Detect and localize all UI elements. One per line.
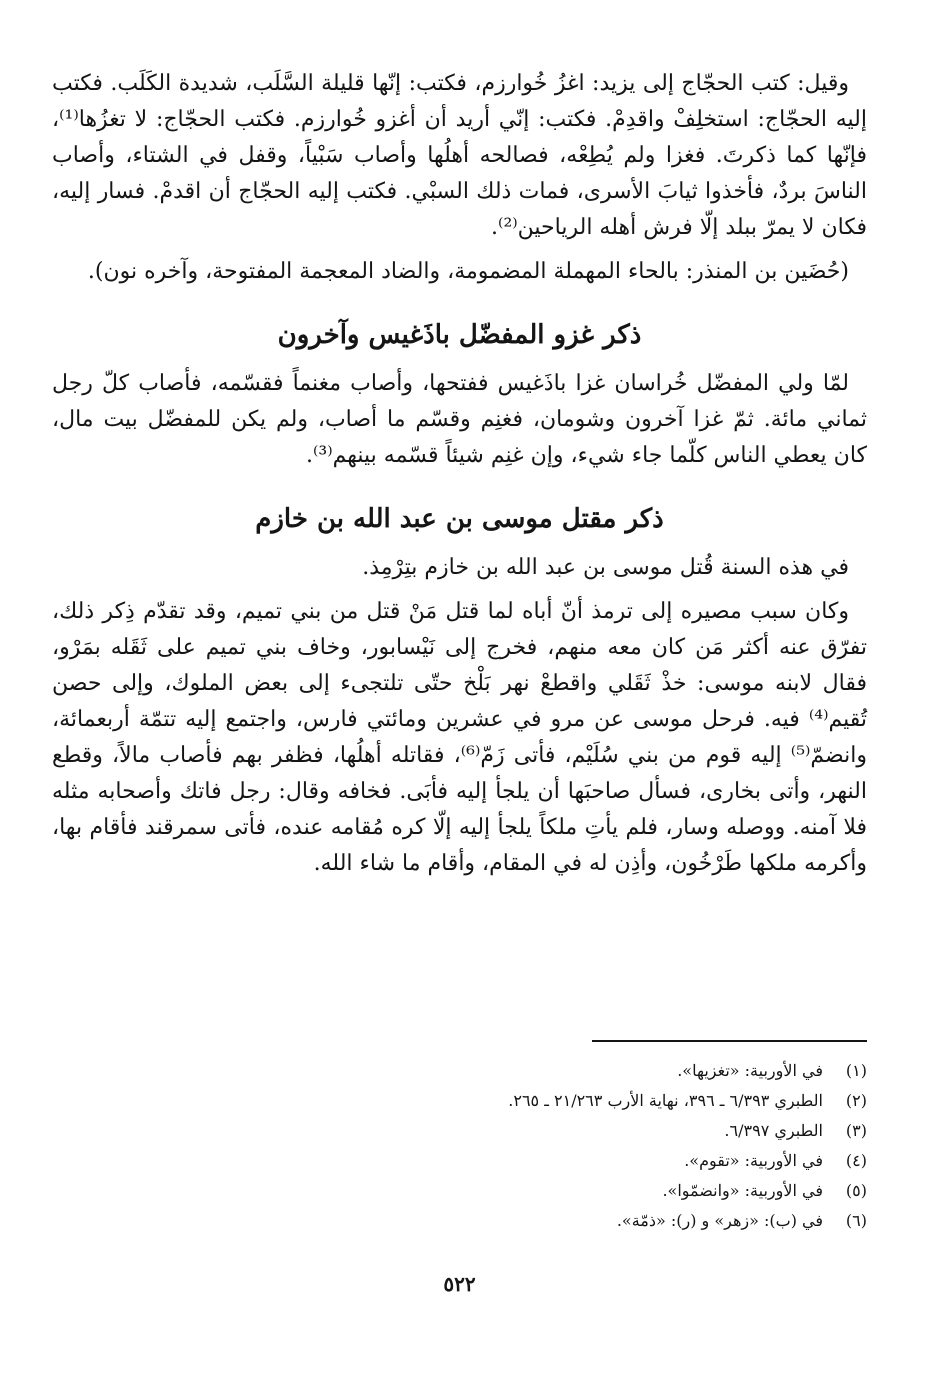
body-paragraph-musa-story: وكان سبب مصيره إلى ترمذ أنّ أباه لما قتل مَنْ قتل من بني تميم، وقد تقدّم ذِكر ذلك، تفرّق عنه أكثر مَن كان معه منهم، فخرج إلى نَيْسابور، وخاف بني تميم على ثَقَله بمَرْو، فقال لابنه موسى: خذْ ثَقَلي واقطعْ نهر بَلْخ حتّى تلتجىء إلى بعض الملوك، وإلى حصن تُقيم⁽⁴⁾ فيه. فرحل موسى عن مرو في عشرين ومائتي فارس، واجتمع إليه تتمّة أربعمائة، وانضمّ⁽⁵⁾ إليه قوم من بني سُلَيْم، فأتى زَمّ⁽⁶⁾، فقاتله أهلُها، فظفر بهم فأصاب مالاً، وقطع النهر، وأتى بخارى، فسأل صاحبَها أن يلجأ إليه فأبَى. فخافه وقال: رجل فاتك وأصحابه مثله فلا آمنه. ووصله وسار، فلم يأتِ ملكاً يلجأ إليه إلّا كره مُقامه عنده، فأتى سمرقند فأقام بها، وأكرمه ملكها طَرْخُون، وأذِن له في المقام، وأقام ما شاء الله. (52, 599, 867, 876)
footnote-number: (٥) (845, 1181, 867, 1200)
footnote-number: (٦) (845, 1211, 867, 1230)
footnote-text: في الأوربية: «تغزيها». (677, 1061, 823, 1080)
footnote-item (52, 1116, 867, 1146)
footnote-divider (592, 1040, 867, 1042)
footnote-number: (٣) (845, 1121, 867, 1140)
footnote-item (52, 1176, 867, 1206)
footnote-number: (١) (845, 1061, 867, 1080)
footnote-text: في الأوربية: «تقوم». (684, 1151, 823, 1170)
footnote-item (52, 1056, 867, 1086)
body-paragraph-hudayn-note: (حُضَين بن المنذر: بالحاء المهملة المضمومة، والضاد المعجمة المفتوحة، وآخره نون). (87, 259, 849, 284)
section-heading-musa: ذكر مقتل موسى بن عبد الله بن خازم (255, 504, 664, 534)
footnote-item (52, 1086, 867, 1116)
footnote-text: الطبري ٦/٣٩٧. (724, 1121, 823, 1140)
footnote-text: الطبري ٦/٣٩٣ ـ ٣٩٦، نهاية الأرب ٢١/٢٦٣ ـ ٢٦٥. (508, 1091, 823, 1110)
page-number: ٥٢٢ (443, 1272, 476, 1296)
book-page (52, 66, 867, 1366)
section-heading-badghis: ذكر غزو المفضّل باذَغيس وآخرون (277, 320, 642, 350)
footnote-text: في (ب): «زهر» و (ر): «ذمّة». (616, 1211, 823, 1230)
footnote-number: (٢) (845, 1091, 867, 1110)
footnote-text: في الأوربية: «وانضمّوا». (662, 1181, 823, 1200)
body-paragraph-musa-intro: في هذه السنة قُتل موسى بن عبد الله بن خازم بتِرْمِذ. (362, 555, 849, 580)
body-paragraph-badghis: لمّا ولي المفضّل خُراسان غزا باذَغيس ففتحها، وأصاب مغنماً فقسّمه، فأصاب كلّ رجل ثماني مائة. ثمّ غزا آخرون وشومان، فغنِم وقسّم ما أصاب، ولم يكن للمفضّل بيت مال، كان يعطي الناس كلّما جاء شيء، وإن غنِم شيئاً قسّمه بينهم⁽³⁾. (52, 371, 867, 468)
footnote-item (52, 1146, 867, 1176)
body-paragraph-khwarazm: وقيل: كتب الحجّاج إلى يزيد: اغزُ خُوارزم، فكتب: إنّها قليلة السَّلَب، شديدة الكَلَب. فكتب إليه الحجّاج: استخلِفْ واقدِمْ. فكتب: إنّي أريد أن أغزو خُوارزم. فكتب الحجّاج: لا تغزُها⁽¹⁾، فإنّها كما ذكرتَ. فغزا ولم يُطِعْه، فصالحه أهلُها وأصاب سَبْياً، وقفل في الشتاء، وأصاب الناسَ بردٌ، فأخذوا ثيابَ الأسرى، فمات ذلك السبْي. فكتب إليه الحجّاج أن اقدمْ. فسار إليه، فكان لا يمرّ ببلد إلّا فرش أهله الرياحين⁽²⁾. (52, 71, 867, 240)
footnotes (52, 1056, 867, 1236)
footnote-item (52, 1206, 867, 1236)
footnote-number: (٤) (845, 1151, 867, 1170)
